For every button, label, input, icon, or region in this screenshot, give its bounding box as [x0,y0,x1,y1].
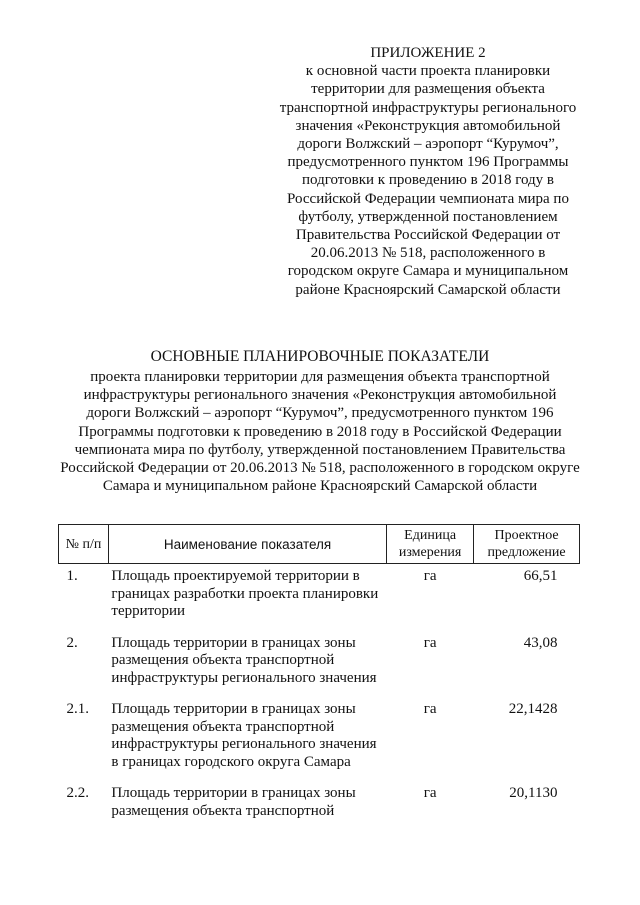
header-value: Проектное предложение [474,525,580,564]
table-row [59,697,580,781]
appendix-heading: ПРИЛОЖЕНИЕ 2 [370,45,486,61]
row-name: Площадь проектируемой территории в границах разработки проекта планировки территории [111,568,379,619]
row-value: 20,1130 [509,785,558,801]
row-name: Площадь территории в границах зоны размещения объекта транспортной [111,785,356,819]
row-value: 43,08 [523,634,558,651]
indicators-table [58,524,580,830]
table-header-row [59,525,580,564]
appendix-block [278,44,578,299]
table-row [59,564,580,631]
row-num: 2. [66,634,78,651]
row-value: 66,51 [523,568,558,584]
row-unit: га [423,634,437,651]
table-row [59,631,580,698]
row-value: 22,1428 [508,701,558,717]
document-title: ОСНОВНЫЕ ПЛАНИРОВОЧНЫЕ ПОКАЗАТЕЛИ [150,348,490,365]
header-name: Наименование показателя [108,525,386,564]
row-name: Площадь территории в границах зоны размещения объекта транспортной инфраструктуры регионального значения в границах городского округа Самара [111,701,377,770]
appendix-text: к основной части проекта планировки территории для размещения объекта транспортной инфраструктуры регионального значения «Реконструкция автомобильной дороги Волжский – аэропорт “Курумоч”, предусмотренного пунктом 196 Программы подготовки к проведению в 2018 году в Российской Федерации чемпионата мира по футболу, утвержденной постановлением Правительства Российской Федерации от 20.06.2013 № 518, расположенного в городском округе Самара и муниципальном районе Красноярский Самарской области [279,63,577,298]
row-unit: га [423,568,437,584]
row-unit: га [423,701,437,717]
table-row [59,781,580,830]
row-num: 1. [66,568,78,584]
document-subtitle: проекта планировки территории для размещения объекта транспортной инфраструктуры регионального значения «Реконструкция автомобильной дороги Волжский – аэропорт “Курумоч”, предусмотренного пунктом 196 Программы подготовки к проведению в 2018 году в Российской Федерации чемпионата мира по футболу, утвержденной постановлением Правительства Российской Федерации от 20.06.2013 № 518, расположенного в городском округе Самара и муниципальном районе Красноярский Самарской области [60,369,580,495]
row-unit: га [423,785,437,801]
header-num: № п/п [59,525,109,564]
row-num: 2.1. [66,701,89,717]
row-name: Площадь территории в границах зоны размещения объекта транспортной инфраструктуры регионального значения [111,634,377,686]
row-num: 2.2. [66,785,89,801]
header-unit: Единица измерения [387,525,474,564]
